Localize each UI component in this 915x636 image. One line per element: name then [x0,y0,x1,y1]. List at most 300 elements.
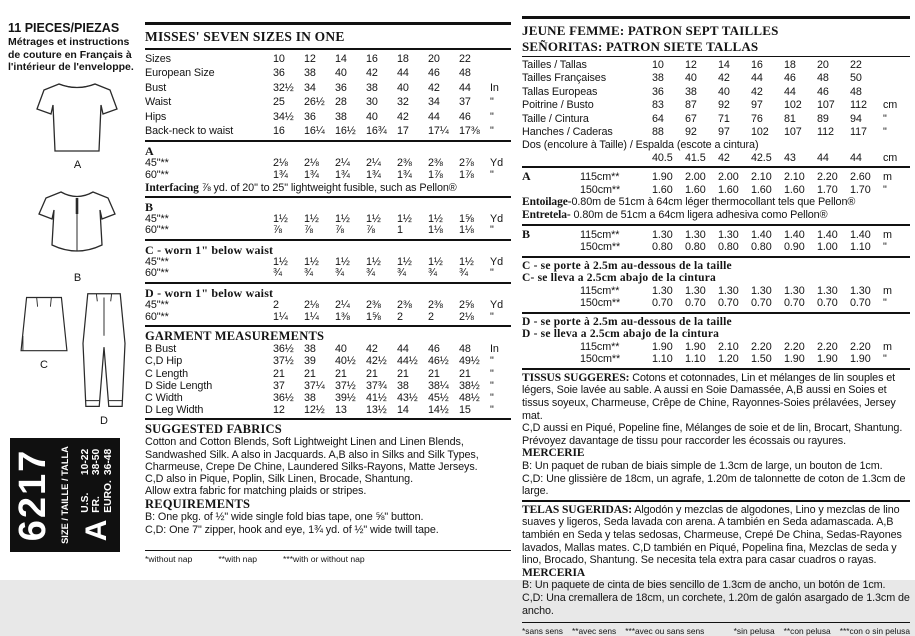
cell: 1¼ [304,310,319,323]
cell: 38 [304,392,316,404]
cell: 15 [459,404,471,417]
divider [522,224,910,226]
yardage-row [145,158,511,170]
cell: 1½ [335,212,350,225]
requirements-title: REQUIREMENTS [145,497,251,512]
size-range-value: 10-22 [79,448,91,476]
cell: 112 [817,126,834,139]
cell: 46 [784,72,796,85]
unit-cell: " [883,297,887,310]
unit-cell: cm [883,151,898,164]
view-d-header: D - worn 1" below waist [145,286,274,300]
telas-paragraph [522,504,910,567]
cell: 42 [718,151,730,164]
unit-cell: " [883,112,887,125]
yardage-row [145,170,511,182]
unit-cell: cm [883,99,898,112]
cell: 12½ [304,404,325,417]
foreign-footnotes [522,626,910,636]
cell: 1.40 [817,228,838,241]
cell: ¾ [428,267,437,280]
suggested-fabrics-text [145,436,511,497]
interfacing-lead: Interfacing [145,181,199,194]
mercerie-lines [522,460,910,498]
skirt-c-sketch [14,292,74,358]
unit-cell: Yd [490,157,504,170]
footnote: *sin pelusa [733,626,775,636]
cell: 21 [397,367,409,380]
yardage-row [145,312,511,324]
fabric-width-label: 115cm** [580,284,620,297]
foreign-view-c-yardage [522,285,910,310]
cell: 37¾ [366,379,387,392]
cell: 1⅛ [459,224,474,237]
unit-cell: Yd [490,299,504,311]
cell: 18 [784,59,796,71]
table-row [522,86,910,99]
cell: 1.30 [784,284,805,297]
unit-cell: " [490,404,494,417]
divider [145,550,511,551]
cell: 44 [751,72,763,85]
view-c-header-es: C- se lleva a 2.5cm abajo de la cintura [522,272,717,285]
cell: 1.30 [850,284,871,297]
row-label: Hips [145,110,167,123]
row-label: Poitrine / Busto [522,99,594,112]
fabric-width-label: 60"** [145,267,169,280]
cell: 37¼ [304,379,325,392]
cell: 39 [304,355,316,368]
cell: ¾ [366,267,375,280]
cell: 38 [685,85,697,98]
cell: 40.5 [652,151,673,164]
cell: 0.80 [685,241,706,254]
cell: 48 [459,343,471,356]
divider [145,239,511,241]
cell: 1½ [273,255,288,268]
fabrics-line: Cotton and Cotton Blends, Soft Lightweight Linen and Linen Blends, Sandwashed Silk. A also in Jacquards. A,B also in Silks and Silk Types, Charmeuse, Crepe De Chine, Laundered Silks-Rayons, Matte Jerseys. [145,436,479,473]
cell: 44 [784,85,796,98]
tissus-line: Prévoyez davantage de tissu pour raccorder les écossais ou rayures. [522,434,846,447]
cell: 16¾ [366,125,387,138]
cell: 36 [335,81,347,94]
telas-title: TELAS SUGERIDAS: [522,503,632,516]
footnote: **con pelusa [783,626,831,636]
fabric-width-label: 150cm** [580,183,621,196]
cell: 2.60 [850,171,871,184]
tissus-extra [522,422,910,447]
fabrics-line: C,D also in Pique, Poplin, Silk Linen, Brocade, Shantung. [145,473,413,486]
cell: 17⅜ [459,125,480,138]
unit-cell: m [883,171,892,184]
cell: 107 [817,99,835,112]
cell: 0.70 [751,297,772,310]
cell: 48 [459,67,471,80]
cell: 14 [335,53,347,65]
unit-cell: " [883,126,887,139]
cell: 89 [817,112,829,125]
cell: 22 [459,53,471,65]
cell: 38½ [459,379,480,392]
divider [522,368,910,370]
cell: 1½ [366,212,381,225]
garment-d-illustration [74,288,134,428]
back-neck-label: Dos (encolure à Taille) / Espalda (escote a cintura) [522,139,759,152]
cell: 1.40 [751,228,772,241]
foreign-view-d-yardage [522,341,910,366]
cell: 13 [335,404,347,417]
cell: 1¼ [273,310,288,323]
cell: 1¾ [366,169,381,182]
spanish-title: SEÑORITAS: PATRON SIETE TALLAS [522,38,759,54]
cell: 2⅛ [304,299,319,311]
cell: 38 [652,72,664,85]
cell: 71 [718,112,730,125]
cell: 40 [335,67,347,80]
cell: 48 [817,72,829,85]
cell: 1½ [397,255,412,268]
view-a-header: A [145,144,154,159]
footnote: *sans sens [522,626,563,636]
row-label: Hanches / Caderas [522,126,613,139]
measurement-row [145,404,511,416]
cell: 38 [304,67,316,80]
garment-measurements-title: GARMENT MEASUREMENTS [145,329,325,344]
cell: 40 [366,110,378,123]
cell: 1.10 [652,353,673,366]
cell: 44 [428,110,440,123]
cell: 0.80 [718,241,739,254]
cell: 17¼ [428,125,449,138]
cell: 1.30 [685,284,706,297]
cell: 2.20 [850,340,871,353]
cell: 1.50 [751,353,772,366]
table-row [145,52,511,66]
cell: 38 [366,81,378,94]
cell: 81 [784,112,796,125]
unit-cell: " [490,96,494,109]
cell: 1.60 [751,183,772,196]
cell: 1.90 [784,353,805,366]
cell: 1¾ [397,169,412,182]
mercerie-line: B: Un paquet de ruban de biais simple de 1.3cm de large, un bouton de 1cm. [522,459,883,472]
cell: 39½ [335,392,356,404]
cell: 2⅜ [366,299,381,311]
footnote: **with nap [218,553,258,564]
tissus-title: TISSUS SUGGERES: [522,371,630,384]
yardage-row [522,341,910,354]
footnote: **avec sens [571,626,617,636]
cell: 30 [366,96,378,109]
unit-cell: " [490,392,494,404]
cell: 92 [685,126,697,139]
cell: 1.60 [685,183,706,196]
table-row [522,126,910,139]
cell: 42 [428,81,440,94]
unit-cell: " [490,367,494,380]
table-row [145,81,511,95]
fabric-width-label: 115cm** [580,340,620,353]
cell: 21 [459,367,471,380]
foreign-size-table [522,59,910,139]
row-label: D Leg Width [145,404,204,417]
cell: 2⅜ [397,299,412,311]
cell: 1⅜ [335,310,350,323]
row-label: Waist [145,96,172,109]
cell: 1¾ [273,169,288,182]
table-row [522,113,910,126]
cell: ¾ [273,267,282,280]
cell: 1⅝ [366,310,381,323]
cell: 37½ [273,355,294,368]
cell: 2⅜ [397,157,412,170]
cell: ⅞ [366,224,375,237]
cell: 46 [459,110,471,123]
cell: 40 [685,72,697,85]
unit-cell: m [883,228,892,241]
cell: 76 [751,112,763,125]
row-label: B Bust [145,343,177,356]
cell: ¾ [397,267,406,280]
cell: 1.90 [817,353,838,366]
entoilage-lead: Entoilage- [522,196,572,209]
cell: 1.90 [685,340,706,353]
row-label: Tallas Europeas [522,85,598,98]
cell: 25 [273,96,285,109]
cell: 92 [718,99,730,112]
yardage-row [145,300,511,312]
cell: 46½ [428,355,449,368]
cell: 21 [273,367,285,380]
cell: 14½ [428,404,449,417]
left-column [8,22,140,74]
cell: 37½ [335,379,356,392]
cell: 49½ [459,355,480,368]
cell: 1½ [366,255,381,268]
cell: 16 [366,53,378,65]
view-c-yardage [145,257,511,280]
cell: 2.10 [751,171,772,184]
cell: ⅞ [273,224,282,237]
cell: 36 [273,67,285,80]
fabric-width-label: 45"** [145,299,169,311]
row-label: C,D Hip [145,355,183,368]
measurement-row [145,343,511,355]
cell: 1.30 [718,284,739,297]
cell: 17 [397,125,409,138]
cell: 2⅜ [428,299,443,311]
view-d-label: D [100,415,108,427]
cell: 112 [850,99,867,112]
fabric-width-label: 45"** [145,212,169,225]
cell: 12 [304,53,316,65]
cell: 1.30 [652,284,673,297]
fabric-width-label: 45"** [145,157,169,170]
size-range-value: 38-50 [91,448,102,476]
fabric-width-label: 60"** [145,224,169,237]
cell: 34 [304,81,316,94]
cell: 1.10 [685,353,706,366]
cell: 16¼ [304,125,325,138]
entretela-lead: Entretela- [522,209,571,222]
entoilage-note [522,196,910,209]
row-label: D Side Length [145,379,213,392]
table-row [145,124,511,138]
yardage-row [522,184,910,197]
cell: 38 [304,343,316,356]
cell: 2.20 [817,171,838,184]
row-label: Back-neck to waist [145,125,234,138]
cell: 40 [335,343,347,356]
cell: 1½ [335,255,350,268]
cell: 42 [366,343,378,356]
interfacing-note [145,182,511,194]
cell: 1.00 [817,241,838,254]
cell: 2.20 [751,340,772,353]
unit-cell: In [490,343,499,356]
fabric-width-label: 150cm** [580,353,621,366]
table-row [145,110,511,124]
cell: 1½ [304,212,319,225]
requirements-line: C,D: One 7" zipper, hook and eye, 1¾ yd. of ½" wide twill tape. [145,523,439,536]
view-a-label: A [73,159,82,171]
cell: 44 [397,343,409,356]
cell: 46 [428,67,440,80]
cell: 97 [718,126,730,139]
cell: 22 [850,59,862,71]
divider [145,22,511,25]
cell: 2.10 [718,340,739,353]
footnote: ***avec ou sans sens [625,626,705,636]
cell: 36½ [273,343,294,356]
foreign-view-a-yardage [522,170,910,196]
cell: 1.90 [652,340,673,353]
divider [145,418,511,420]
divider [145,48,511,50]
yardage-row [522,241,910,254]
cell: 10 [652,59,664,71]
cell: 44 [850,151,862,164]
mercerie-title: MERCERIE [522,447,585,460]
unit-cell: " [490,110,494,123]
cell: 2⅛ [273,157,288,170]
cell: 18 [397,53,409,65]
yardage-row [145,214,511,226]
french-note: Métrages et instructions de couture en Français à l'intérieur de l'enveloppe. [8,36,134,73]
divider [145,196,511,198]
unit-cell: In [490,81,499,94]
cell: 42½ [366,355,387,368]
view-c-header: C - worn 1" below waist [145,242,274,257]
cell: 83 [652,99,664,112]
unit-cell: m [883,340,892,353]
cell: 21 [428,367,440,380]
unit-cell: " [490,224,494,237]
cell: 43½ [397,392,418,404]
view-letter: A [522,169,531,184]
tissus-text: Cotons et cotonnades, Lin et mélanges de lin souples et légers, Soie lavée au sable. A aussi en Soie Damassée, A,B aussi en Soies et tissus soyeux, Charmeuse, Crêpe de Chine, Rayonnes-Soies prélavées, Jersey mat. [522,371,896,422]
cell: 28 [335,96,347,109]
measurement-row [145,368,511,380]
cell: 1.20 [718,353,739,366]
cell: 16 [273,125,285,138]
size-range-label: EURO. [102,480,114,513]
yardage-row [522,228,910,242]
row-label: European Size [145,67,215,80]
cell: 2 [273,299,279,311]
cell: 1 [397,224,403,237]
size-group-row [80,444,115,546]
cell: 2.00 [718,171,739,184]
merceria-line: C,D: Una cremallera de 18cm, un corchete, 1.20m de galón asargado de 1.3cm de ancho. [522,591,910,617]
cell: 0.70 [817,297,838,310]
fabric-width-label: 45"** [145,255,169,268]
cell: 42.5 [751,151,772,164]
cell: 21 [304,367,316,380]
table-row [145,95,511,109]
cell: 1⅝ [459,212,474,225]
merceria-line: B: Un paquete de cinta de bies sencillo de 1.3cm de ancho, un botón de 1cm. [522,579,886,592]
merceria-title: MERCERIA [522,566,586,579]
row-label: C Length [145,367,189,380]
fabric-width-label: 150cm** [580,297,621,310]
cell: 1.60 [784,183,805,196]
cell: 40½ [335,355,356,368]
view-letter: B [522,226,530,241]
cell: 1.70 [850,183,871,196]
unit-cell: Yd [490,255,504,268]
requirements-line: B: One pkg. of ½" wide single fold bias tape, one ⅝" button. [145,511,424,524]
table-row [522,59,910,72]
cell: 67 [685,112,697,125]
cell: 87 [685,99,697,112]
cell: 2¼ [335,299,350,311]
size-number-box [10,438,120,552]
cell: 1.60 [652,183,673,196]
divider [522,312,910,314]
view-d-yardage [145,300,511,323]
unit-cell: " [490,169,494,182]
entoilage-text: 0.80m de 51cm à 64cm léger thermocollant tels que Pellon® [571,196,856,209]
divider [522,166,910,168]
english-footnotes [145,554,511,564]
cell: 34½ [273,110,294,123]
cell: 14 [718,59,730,71]
top-b-sketch [30,183,125,271]
french-footnotes [522,626,704,636]
divider [522,256,910,258]
pattern-number: 6217 [12,448,54,542]
cell: 46 [817,85,829,98]
cell: 1½ [428,212,443,225]
fabric-width-label: 150cm** [580,241,621,254]
cell: 1.30 [718,228,739,241]
view-d-header-es: D - se lleva a 2.5cm abajo de la cintura [522,328,720,341]
view-a-yardage [145,158,511,181]
cell: 38 [335,110,347,123]
cell: 20 [817,59,829,71]
cell: 2⅝ [459,299,474,311]
pieces-count [8,22,140,35]
view-d-header-fr: D - se porte à 2.5m au-dessous de la taille [522,315,732,328]
cell: 20 [428,53,440,65]
cell: 0.70 [652,297,673,310]
view-b-header: B [145,199,154,214]
cell: 36 [652,85,664,98]
unit-cell: " [883,241,887,254]
cell: 1.30 [817,284,838,297]
row-label: Bust [145,81,167,94]
